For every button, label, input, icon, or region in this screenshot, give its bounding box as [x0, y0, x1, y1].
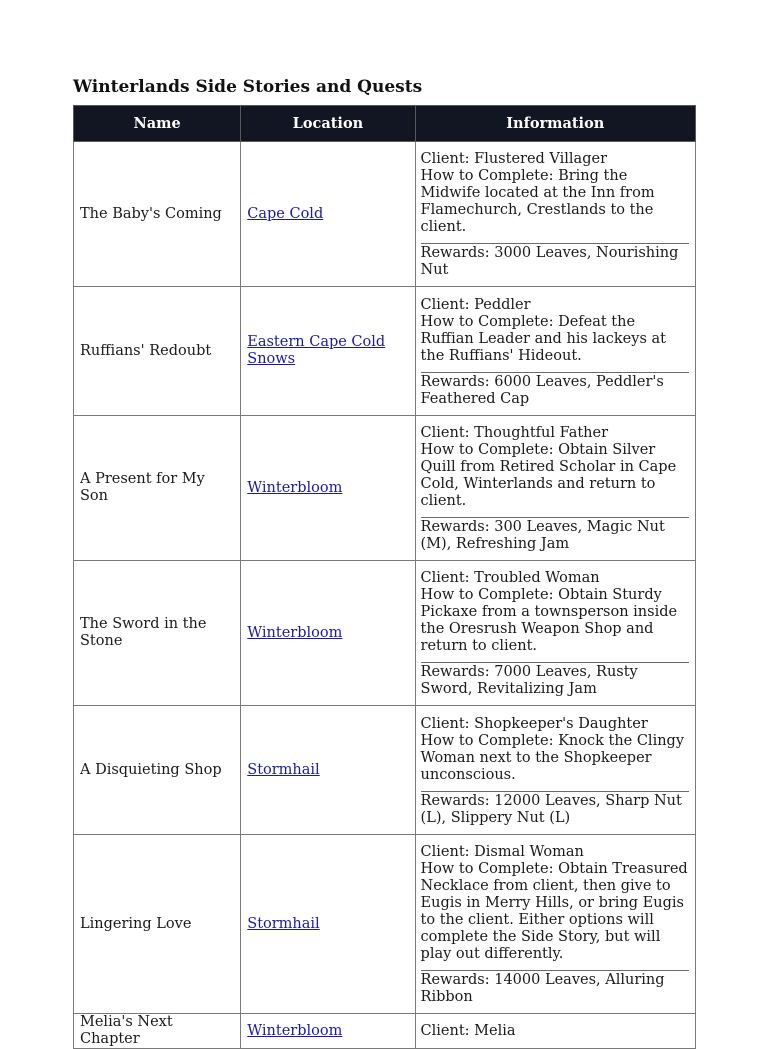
quest-name: Ruffians' Redoubt [74, 287, 241, 416]
quest-name: Melia's Next Chapter [74, 1014, 241, 1049]
quest-how-to: How to Complete: Obtain Silver Quill from Retired Scholar in Cape Cold, Winterlands and return to client. [420, 442, 677, 509]
quest-rewards: Rewards: 14000 Leaves, Alluring Ribbon [420, 972, 665, 1005]
header-information: Information [415, 106, 695, 142]
table-row [74, 287, 696, 416]
quest-client: Client: Flustered Villager [420, 151, 607, 167]
quest-client: Client: Peddler [420, 296, 531, 313]
header-location: Location [241, 106, 415, 142]
quests-table [73, 105, 696, 1049]
quest-name: The Baby's Coming [74, 142, 241, 287]
location-link[interactable]: Cape Cold [247, 205, 324, 222]
quest-location-cell [241, 835, 415, 1014]
quest-location-cell [241, 561, 415, 706]
location-link[interactable]: Stormhail [247, 915, 320, 932]
location-link[interactable]: Winterbloom [247, 624, 343, 641]
document-page [73, 76, 696, 1049]
quest-location-cell [241, 1014, 415, 1049]
quest-how-to: How to Complete: Knock the Clingy Woman next to the Shopkeeper unconscious. [420, 732, 685, 783]
quest-info [415, 561, 695, 706]
table-row [74, 142, 696, 287]
quest-client: Client: Shopkeeper's Daughter [420, 715, 648, 732]
location-link[interactable]: Winterbloom [247, 1022, 343, 1039]
quest-rewards: Rewards: 300 Leaves, Magic Nut (M), Refreshing Jam [420, 519, 665, 552]
quest-client: Client: Thoughtful Father [420, 425, 609, 441]
table-row [74, 1014, 696, 1049]
table-header-row [74, 106, 696, 142]
quest-info [415, 1014, 695, 1049]
quest-name: The Sword in the Stone [74, 561, 241, 706]
page-title: Winterlands Side Stories and Quests [73, 77, 423, 97]
quest-name: A Present for My Son [74, 416, 241, 561]
header-name: Name [74, 106, 241, 142]
quest-rewards: Rewards: 7000 Leaves, Rusty Sword, Revitalizing Jam [420, 664, 638, 697]
quest-how-to: How to Complete: Bring the Midwife located at the Inn from Flamechurch, Crestlands to the client. [420, 168, 655, 235]
quest-how-to: How to Complete: Obtain Treasured Necklace from client, then give to Eugis in Merry Hills, or bring Eugis to the client. Either options will complete the Side Story, but will play out differently. [420, 861, 688, 962]
quest-rewards: Rewards: 3000 Leaves, Nourishing Nut [420, 245, 679, 278]
quest-client: Client: Dismal Woman [420, 844, 584, 860]
quest-how-to: How to Complete: Obtain Sturdy Pickaxe from a townsperson inside the Oresrush Weapon Shop and return to client. [420, 587, 678, 654]
quest-location-cell [241, 706, 415, 835]
quest-info [415, 142, 695, 287]
quest-info [415, 835, 695, 1014]
quest-rewards: Rewards: 6000 Leaves, Peddler's Feathered Cap [420, 373, 664, 407]
quest-client: Client: Troubled Woman [420, 570, 600, 586]
location-link[interactable]: Eastern Cape Cold Snows [247, 334, 386, 367]
quest-name: A Disquieting Shop [74, 706, 241, 835]
table-row [74, 561, 696, 706]
quest-how-to: How to Complete: Defeat the Ruffian Leader and his lackeys at the Ruffians' Hideout. [420, 313, 666, 364]
quest-info [415, 416, 695, 561]
table-row [74, 416, 696, 561]
quest-location-cell [241, 287, 415, 416]
table-row [74, 835, 696, 1014]
quest-rewards: Rewards: 12000 Leaves, Sharp Nut (L), Slippery Nut (L) [420, 792, 682, 826]
location-link[interactable]: Stormhail [247, 761, 320, 778]
quest-name: Lingering Love [74, 835, 241, 1014]
quest-location-cell [241, 416, 415, 561]
table-row [74, 706, 696, 835]
quest-location-cell [241, 142, 415, 287]
quest-client: Client: Melia [420, 1022, 516, 1039]
location-link[interactable]: Winterbloom [247, 479, 343, 496]
quest-info [415, 706, 695, 835]
quest-info [415, 287, 695, 416]
